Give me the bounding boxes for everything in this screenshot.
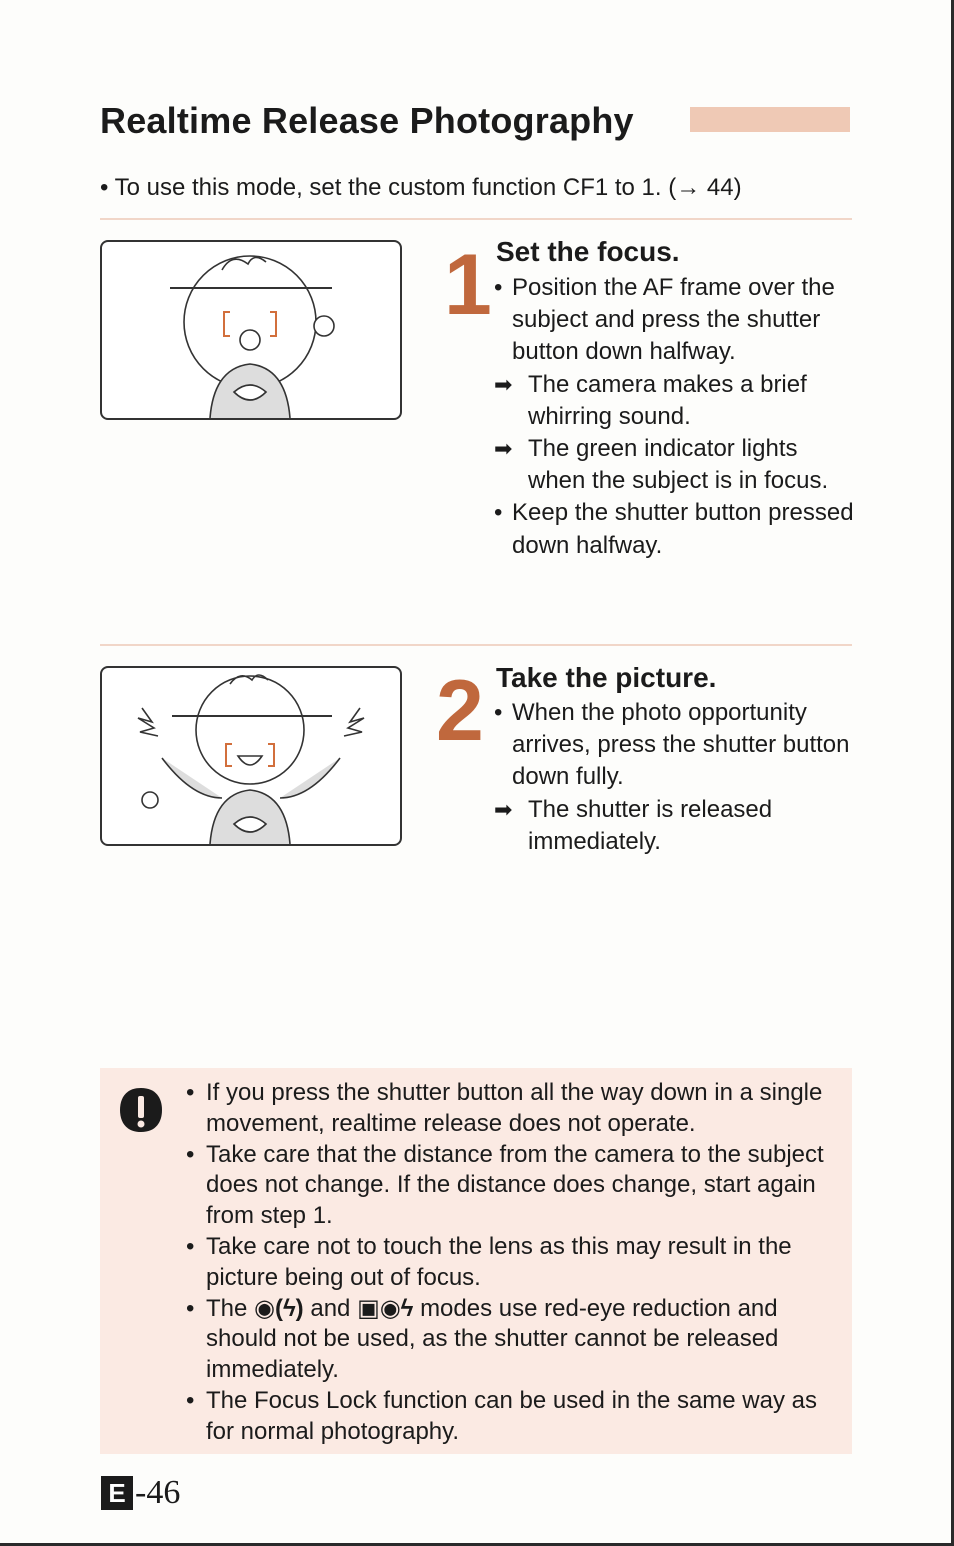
list-item: • If you press the shutter button all the way down in a single movement, realtime release does not operate. bbox=[186, 1079, 823, 1137]
caution-icon bbox=[118, 1086, 164, 1136]
baby-laughing-illustration bbox=[102, 668, 400, 844]
result-arrow-icon: ➡ bbox=[494, 436, 513, 462]
list-item: • Take care that the distance from the camera to the subject does not change. If the distance does change, start again from step 1. bbox=[186, 1140, 824, 1230]
list-item: • Keep the shutter button pressed down halfway. bbox=[494, 499, 854, 559]
red-eye-flash-mode-icon: ◉(ϟ) bbox=[254, 1294, 304, 1322]
title-accent-bar bbox=[690, 107, 850, 132]
result-arrow-icon: ➡ bbox=[494, 796, 513, 822]
step-1-title: Set the focus. bbox=[496, 236, 680, 267]
result-arrow-icon: ➡ bbox=[494, 371, 513, 397]
language-badge: E bbox=[101, 1476, 133, 1510]
step-1-instructions bbox=[494, 272, 854, 562]
intro-text: • To use this mode, set the custom function CF1 to 1. (→ 44) bbox=[100, 174, 742, 201]
page-number-text: -46 bbox=[135, 1474, 181, 1511]
list-item: ➡ The shutter is released immediately. bbox=[494, 795, 773, 855]
step-2-illustration bbox=[100, 666, 402, 846]
page-title: Realtime Release Photography bbox=[100, 100, 634, 141]
list-item: • Position the AF frame over the subject and press the shutter button down halfway. bbox=[494, 274, 835, 366]
divider bbox=[100, 644, 852, 646]
step-2-instructions bbox=[494, 697, 854, 858]
list-item: ➡ The green indicator lights when the subject is in focus. bbox=[494, 435, 829, 495]
list-item: • The Focus Lock function can be used in the same way as for normal photography. bbox=[186, 1386, 818, 1445]
caution-notes bbox=[186, 1078, 850, 1448]
step-2-number: 2 bbox=[436, 663, 484, 759]
divider bbox=[100, 218, 852, 220]
step-1-illustration bbox=[100, 240, 402, 420]
list-item: • The ◉(ϟ) and ▣◉ϟ modes use red-eye reduction and should not be used, as the shutter cannot be released immediately. bbox=[186, 1294, 779, 1384]
list-item: ➡ The camera makes a brief whirring sound. bbox=[494, 370, 807, 430]
baby-focus-illustration bbox=[102, 242, 400, 418]
page-number bbox=[101, 1474, 180, 1512]
night-red-eye-flash-mode-icon: ▣◉ϟ bbox=[357, 1294, 414, 1322]
list-item: • When the photo opportunity arrives, press the shutter button down fully. bbox=[494, 699, 850, 791]
list-item: • Take care not to touch the lens as this may result in the picture being out of focus. bbox=[186, 1232, 792, 1291]
step-1-number: 1 bbox=[444, 237, 492, 333]
step-2-title: Take the picture. bbox=[496, 662, 717, 693]
